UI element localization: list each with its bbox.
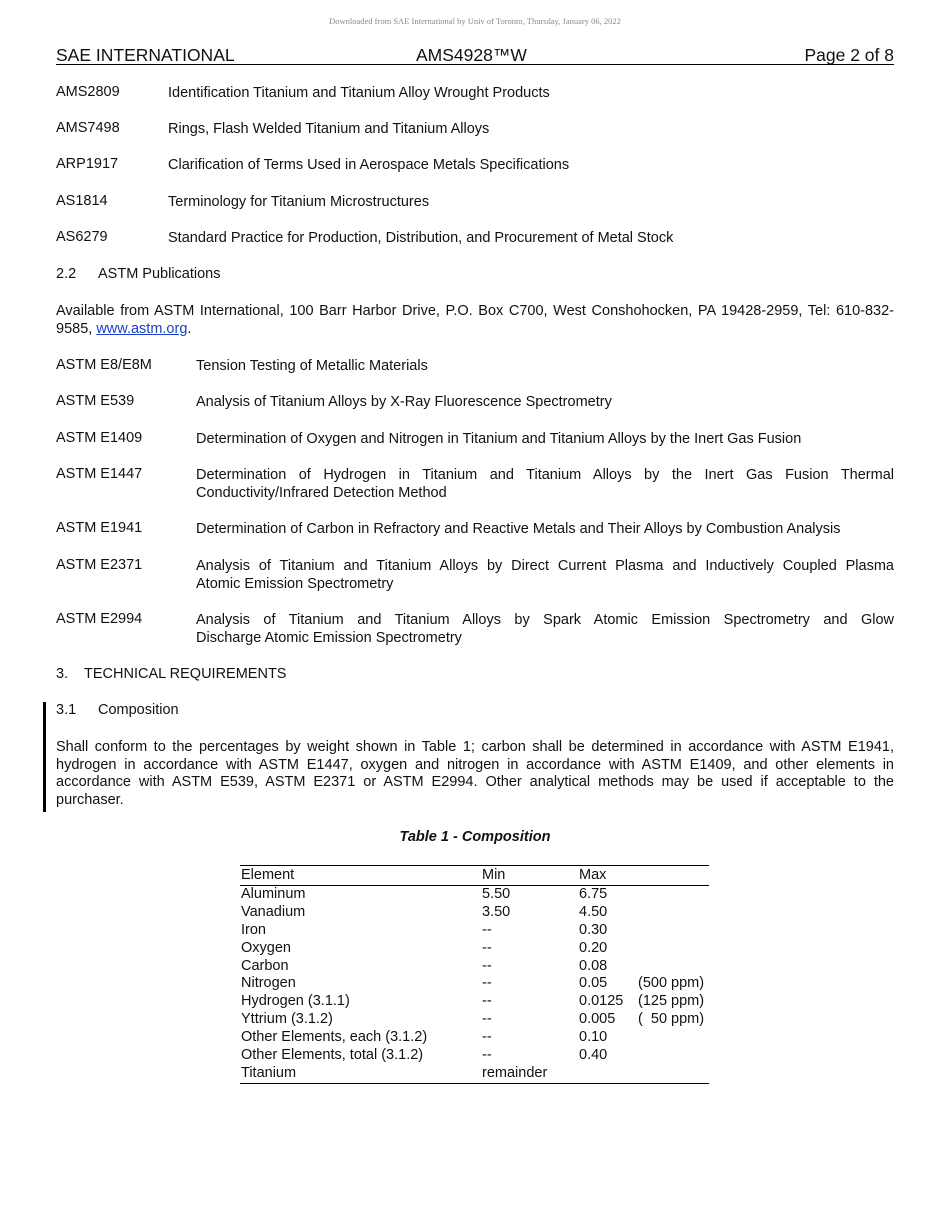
cell-max: 0.005 [579,1011,616,1028]
cell-max: 6.75 [579,885,608,902]
cell-note [637,904,709,922]
cell-note: ( 50 ppm) [638,1011,705,1028]
ref-code: ARP1917 [56,156,119,172]
cell-min: -- [482,1029,492,1046]
ref-title: Clarification of Terms Used in Aerospace Metals Specifications [168,157,570,173]
cell-note: (125 ppm) [638,993,705,1010]
section-title: TECHNICAL REQUIREMENTS [84,666,287,682]
cell-max [578,1065,637,1083]
ref-title-line: Conductivity/Infrared Detection Method [196,485,447,501]
ref-code: AMS7498 [56,120,120,136]
table-row [240,1065,709,1083]
ref-title-line: Analysis of Titanium and Titanium Alloys by Spark Atomic Emission Spectrometry and Glow [196,612,894,628]
table-row [240,885,709,903]
ref-title: Rings, Flash Welded Titanium and Titanium Alloys [168,121,490,137]
ref-code: ASTM E1941 [56,520,143,536]
section-number: 3.1 [56,702,77,718]
ref-title: Terminology for Titanium Microstructures [168,194,430,210]
cell-note: (500 ppm) [638,975,705,992]
cell-note [637,958,709,976]
cell-element: Carbon [241,957,289,974]
cell-max: 0.40 [579,1047,608,1064]
cell-element: Other Elements, total (3.1.2) [241,1047,424,1064]
astm-availability-end: . [187,320,192,337]
ref-title: Tension Testing of Metallic Materials [196,358,428,374]
ref-title: Analysis of Titanium Alloys by X-Ray Fluorescence Spectrometry [196,394,612,410]
table-row [240,922,709,940]
table-row [240,940,709,958]
ref-title [196,466,894,502]
section-number: 2.2 [56,266,77,282]
cell-element: Iron [241,921,266,938]
col-header-max: Max [578,866,637,886]
section-number: 3. [56,666,69,682]
table-row [240,1029,709,1047]
header-page-number: Page 2 of 8 [804,45,894,65]
ref-title: Determination of Carbon in Refractory and Reactive Metals and Their Alloys by Combustion Analysis [196,521,841,537]
cell-min: -- [482,1047,492,1064]
cell-min: 3.50 [482,903,511,920]
composition-paragraph: Shall conform to the percentages by weight shown in Table 1; carbon shall be determined in accordance with ASTM E1941, hydrogen in accordance with ASTM E1447, oxygen and nitrogen in accordance with ASTM E1409, and other elements in accordance with ASTM E539, ASTM E2371 or ASTM E2994. Other analytical methods may be used if acceptable to the purchaser. [56,739,894,808]
download-note: Downloaded from SAE International by Univ of Toronto, Thursday, January 06, 2022 [329,16,621,26]
astm-website-link[interactable]: www.astm.org [96,320,188,337]
cell-element: Yttrium (3.1.2) [241,1011,333,1028]
table-row [240,904,709,922]
ref-code: AS6279 [56,229,108,245]
ref-title-line: Discharge Atomic Emission Spectrometry [196,630,462,646]
table-caption: Table 1 - Composition [399,829,551,845]
col-header-min: Min [481,866,578,886]
ref-code: ASTM E8/E8M [56,357,152,373]
cell-note [637,922,709,940]
ref-code: ASTM E2371 [56,557,143,573]
cell-min: -- [482,939,492,956]
cell-min: 5.50 [482,885,511,902]
ref-title-line: Analysis of Titanium and Titanium Alloys by Direct Current Plasma and Inductively Coupled Plasma [196,558,894,574]
cell-max: 0.20 [579,939,608,956]
section-title: ASTM Publications [98,266,221,282]
cell-max: 0.10 [579,1029,608,1046]
header-doc-id: AMS4928™W [416,45,527,65]
col-header-element: Element [240,866,481,886]
cell-element: Other Elements, each (3.1.2) [241,1029,428,1046]
cell-min: remainder [481,1065,578,1083]
ref-code: ASTM E539 [56,393,135,409]
header-publisher: SAE INTERNATIONAL [56,45,235,65]
cell-element: Aluminum [241,885,306,902]
ref-title-line: Atomic Emission Spectrometry [196,576,394,592]
cell-note [637,1047,709,1065]
cell-min: -- [482,1011,492,1028]
ref-title-line: Determination of Hydrogen in Titanium and Titanium Alloys by the Inert Gas Fusion Thermal [196,467,894,483]
ref-code: ASTM E2994 [56,611,143,627]
cell-min: -- [482,993,492,1010]
cell-element: Vanadium [241,903,306,920]
cell-note [637,940,709,958]
composition-table [240,865,709,1084]
ref-code: ASTM E1447 [56,466,143,482]
page-header [56,45,894,65]
ref-code: ASTM E1409 [56,430,143,446]
astm-availability-text: Available from ASTM International, 100 Barr Harbor Drive, P.O. Box C700, West Conshohocken, PA 19428-2959, Tel: 610-832-9585, [56,303,894,337]
cell-min: -- [482,975,492,992]
ref-title [196,611,894,647]
table-row [240,1047,709,1065]
cell-element: Titanium [240,1065,481,1083]
cell-max: 0.08 [579,957,608,974]
section-title: Composition [98,702,179,718]
cell-max: 4.50 [579,903,608,920]
cell-max: 0.05 [579,975,608,992]
ref-title: Standard Practice for Production, Distribution, and Procurement of Metal Stock [168,230,674,246]
cell-note [637,1065,709,1083]
cell-min: -- [482,957,492,974]
cell-note [637,885,709,903]
ref-code: AS1814 [56,193,108,209]
col-header-note [637,866,709,886]
cell-note [637,1029,709,1047]
cell-element: Hydrogen (3.1.1) [241,993,350,1010]
ref-code: AMS2809 [56,84,120,100]
table-row [240,1011,709,1029]
cell-min: -- [482,921,492,938]
cell-max: 0.30 [579,921,608,938]
ref-title [196,557,894,593]
ref-title: Identification Titanium and Titanium Alloy Wrought Products [168,85,550,101]
cell-element: Nitrogen [241,975,296,992]
table-row [240,993,709,1011]
table-header-row [240,866,709,886]
table-row [240,958,709,976]
astm-availability-paragraph [56,303,894,338]
cell-element: Oxygen [241,939,291,956]
revision-change-bar [43,702,46,812]
ref-title: Determination of Oxygen and Nitrogen in Titanium and Titanium Alloys by the Inert Gas Fusion [196,431,802,447]
cell-max: 0.0125 [579,993,624,1010]
table-row [240,975,709,993]
